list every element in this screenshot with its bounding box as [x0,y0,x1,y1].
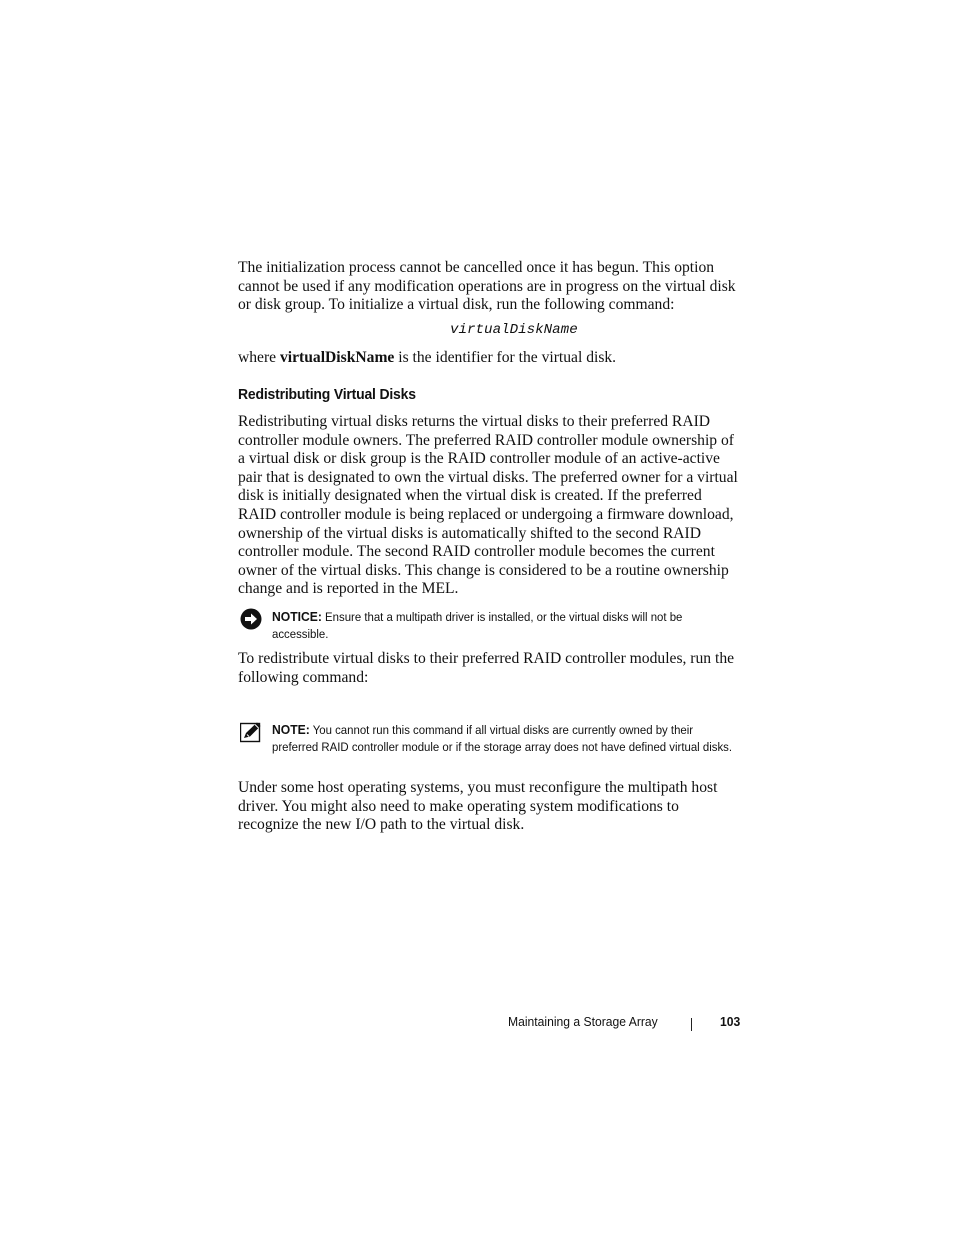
page-number: 103 [720,1014,741,1029]
pencil-icon [240,721,262,743]
footer-chapter-title: Maintaining a Storage Array [508,1014,658,1029]
page-footer [508,1014,744,1034]
footer-separator [691,1018,692,1031]
command-code: virtualDiskName [450,322,578,338]
note-text: You cannot run this command if all virtual disks are currently owned by their preferred RAID controller module or if the storage array does not have defined virtual disks. [272,723,733,755]
arrow-circle-icon [240,608,262,630]
intro-paragraph: The initialization process cannot be cancelled once it has begun. This option cannot be used if any modification operations are in progress on the virtual disk or disk group. To initialize a virtual disk, run the following command: [238,259,736,314]
notice-callout [238,608,738,644]
note-text-block [272,721,735,757]
where-paragraph [238,349,738,368]
notice-text: Ensure that a multipath driver is installed, or the virtual disks will not be accessible. [272,610,683,642]
note-callout [238,721,738,757]
notice-label: NOTICE: [272,609,322,624]
under-paragraph: Under some host operating systems, you must reconfigure the multipath host driver. You might also need to make operating system modifications to recognize the new I/O path to the virtual disk. [238,779,718,834]
where-prefix: where [238,349,280,366]
where-term: virtualDiskName [280,349,395,366]
where-suffix: is the identifier for the virtual disk. [394,349,617,366]
to-redistribute-paragraph: To redistribute virtual disks to their preferred RAID controller modules, run the following command: [238,650,735,686]
section-heading: Redistributing Virtual Disks [238,386,416,403]
notice-text-block [272,608,735,644]
redistribute-paragraph: Redistributing virtual disks returns the virtual disks to their preferred RAID controller module owners. The preferred RAID controller module ownership of a virtual disk or disk group is the RAID controller module of an active-active pair that is designated to own the virtual disks. The preferred owner for a virtual disk is initially designated when the virtual disk is created. If the preferred RAID controller module is being replaced or undergoing a firmware download, ownership of the virtual disks is automatically shifted to the second RAID controller module. The second RAID controller module becomes the current owner of the virtual disks. This change is considered to be a routine ownership change and is reported in the MEL. [238,413,738,598]
note-label: NOTE: [272,722,310,737]
